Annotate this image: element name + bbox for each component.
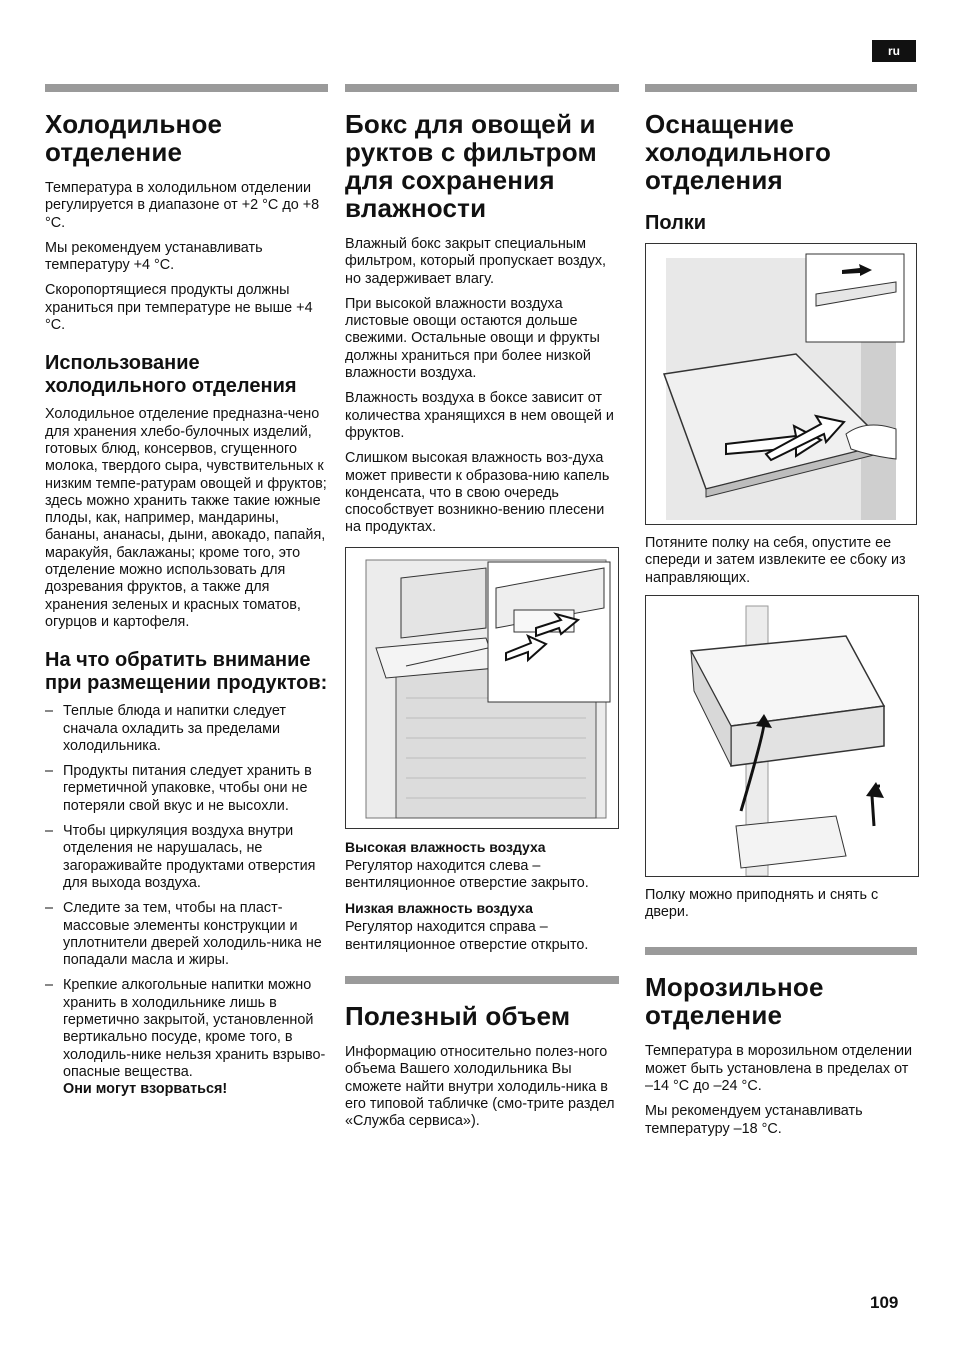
equipment-title: Оснащение холодильного отделения xyxy=(645,109,832,195)
list-item: – Продукты питания следует хранить в герметичной упаковке, чтобы они не потеряли свой вкус и не высохли. xyxy=(45,763,328,815)
section-rule xyxy=(645,84,917,92)
section-rule xyxy=(345,84,619,92)
intro-paragraph: Скоропортящиеся продукты должны храниться при температуре не выше +4 °C. xyxy=(45,282,313,334)
column-fridge-compartment xyxy=(45,84,328,1098)
fridge-title: Холодильное отделение xyxy=(45,109,223,167)
freezer-title: Морозильное отделение xyxy=(645,972,824,1031)
high-humidity-text: Регулятор находится слева – вентиляционное отверстие закрыто. xyxy=(345,857,589,892)
usable-volume-title: Полезный объем xyxy=(345,1000,571,1031)
column-fridge-equipment xyxy=(645,84,917,1146)
door-shelf-caption: Полку можно приподнять и снять с двери. xyxy=(645,886,879,921)
section-rule xyxy=(45,84,328,92)
box-paragraph: При высокой влажности воздуха листовые овощи остаются дольше свежими. Остальные овощи и фрукты должны храниться при более низкой влажности воздуха. xyxy=(345,295,600,382)
list-item: – Теплые блюда и напитки следует сначала охладить за пределами холодильника. xyxy=(45,703,328,755)
usage-heading: Использование холодильного отделения xyxy=(45,352,297,398)
shelf-caption: Потяните полку на себя, опустите ее спереди и затем извлеките ее сбоку из направляющих. xyxy=(645,535,906,586)
list-item xyxy=(45,977,328,1098)
usable-volume-text: Информацию относительно полез-ного объема Вашего холодильника Вы сможете найти внутри холодиль-ника в его типовой табличке (смо-трите раздел «Служба сервиса»). xyxy=(345,1043,615,1130)
list-item-text: Крепкие алкогольные напитки можно хранить в холодильнике лишь в герметично закрытой, установленной вертикально посуде, кроме того, в холодиль-нике нельзя хранить взрыво-опасные вещества. xyxy=(63,977,326,1080)
page-number: 109 xyxy=(870,1293,899,1312)
high-humidity-heading: Высокая влажность воздуха xyxy=(345,838,546,855)
vegetable-box-title: Бокс для овощей и руктов с фильтром для сохранения влажности xyxy=(345,109,597,223)
door-shelf-illustration xyxy=(645,595,919,877)
section-rule xyxy=(645,947,917,955)
shelf-removal-illustration xyxy=(645,243,917,525)
explosion-warning: Они могут взорваться! xyxy=(63,1081,228,1098)
usage-text: Холодильное отделение предназна-чено для хранения хлебо-булочных изделий, готовых блюд, консервов, сгущенного молока, твердого сыра, чувствительных к низким темпе-ратурам овощей и фруктов; здесь можно хранить также такие южные плоды, как, например, мандарины, бананы, ананасы, дыни, авокадо, папайя, маракуйя, баклажаны; кроме того, это отделение можно использовать для дозревания фруктов, а также для хранения зеленых и красных томатов, огурцов и картофеля. xyxy=(45,406,327,630)
attention-heading: На что обратить внимание при размещении продуктов: xyxy=(45,649,328,695)
column-vegetable-box xyxy=(345,84,619,1138)
humidity-regulator-illustration xyxy=(345,547,619,829)
low-humidity-text: Регулятор находится справа – вентиляционное отверстие открыто. xyxy=(345,919,589,953)
language-badge: ru xyxy=(872,40,916,62)
freezer-paragraph: Мы рекомендуем устанавливать температуру –18 °C. xyxy=(645,1103,863,1137)
section-rule xyxy=(345,976,619,984)
shelves-heading: Полки xyxy=(645,212,707,234)
box-paragraph: Влажность воздуха в боксе зависит от количества хранящихся в нем овощей и фруктов. xyxy=(345,390,614,441)
freezer-paragraph: Температура в морозильном отделении может быть установлена в пределах от –14 °C до –24 °C. xyxy=(645,1043,913,1095)
box-paragraph: Слишком высокая влажность воз-духа может привести к образова-нию капель конденсата, что в свою очередь способствует возникно-вению плесени на продуктах. xyxy=(345,450,610,536)
box-paragraph: Влажный бокс закрыт специальным фильтром, который пропускает воздух, но задерживает влагу. xyxy=(345,236,607,287)
low-humidity-heading: Низкая влажность воздуха xyxy=(345,900,533,917)
intro-paragraph: Мы рекомендуем устанавливать температуру +4 °C. xyxy=(45,239,263,274)
storage-tips-list xyxy=(45,703,328,1098)
intro-paragraph: Температура в холодильном отделении регулируется в диапазоне от +2 °C до +8 °C. xyxy=(45,180,320,231)
list-item: – Чтобы циркуляция воздуха внутри отделения не нарушалась, не загораживайте продуктами отверстия для выхода воздуха. xyxy=(45,823,328,892)
list-item: – Следите за тем, чтобы на пласт-массовые элементы конструкции и уплотнители дверей холодиль-ника не попадали масла и жиры. xyxy=(45,900,328,969)
